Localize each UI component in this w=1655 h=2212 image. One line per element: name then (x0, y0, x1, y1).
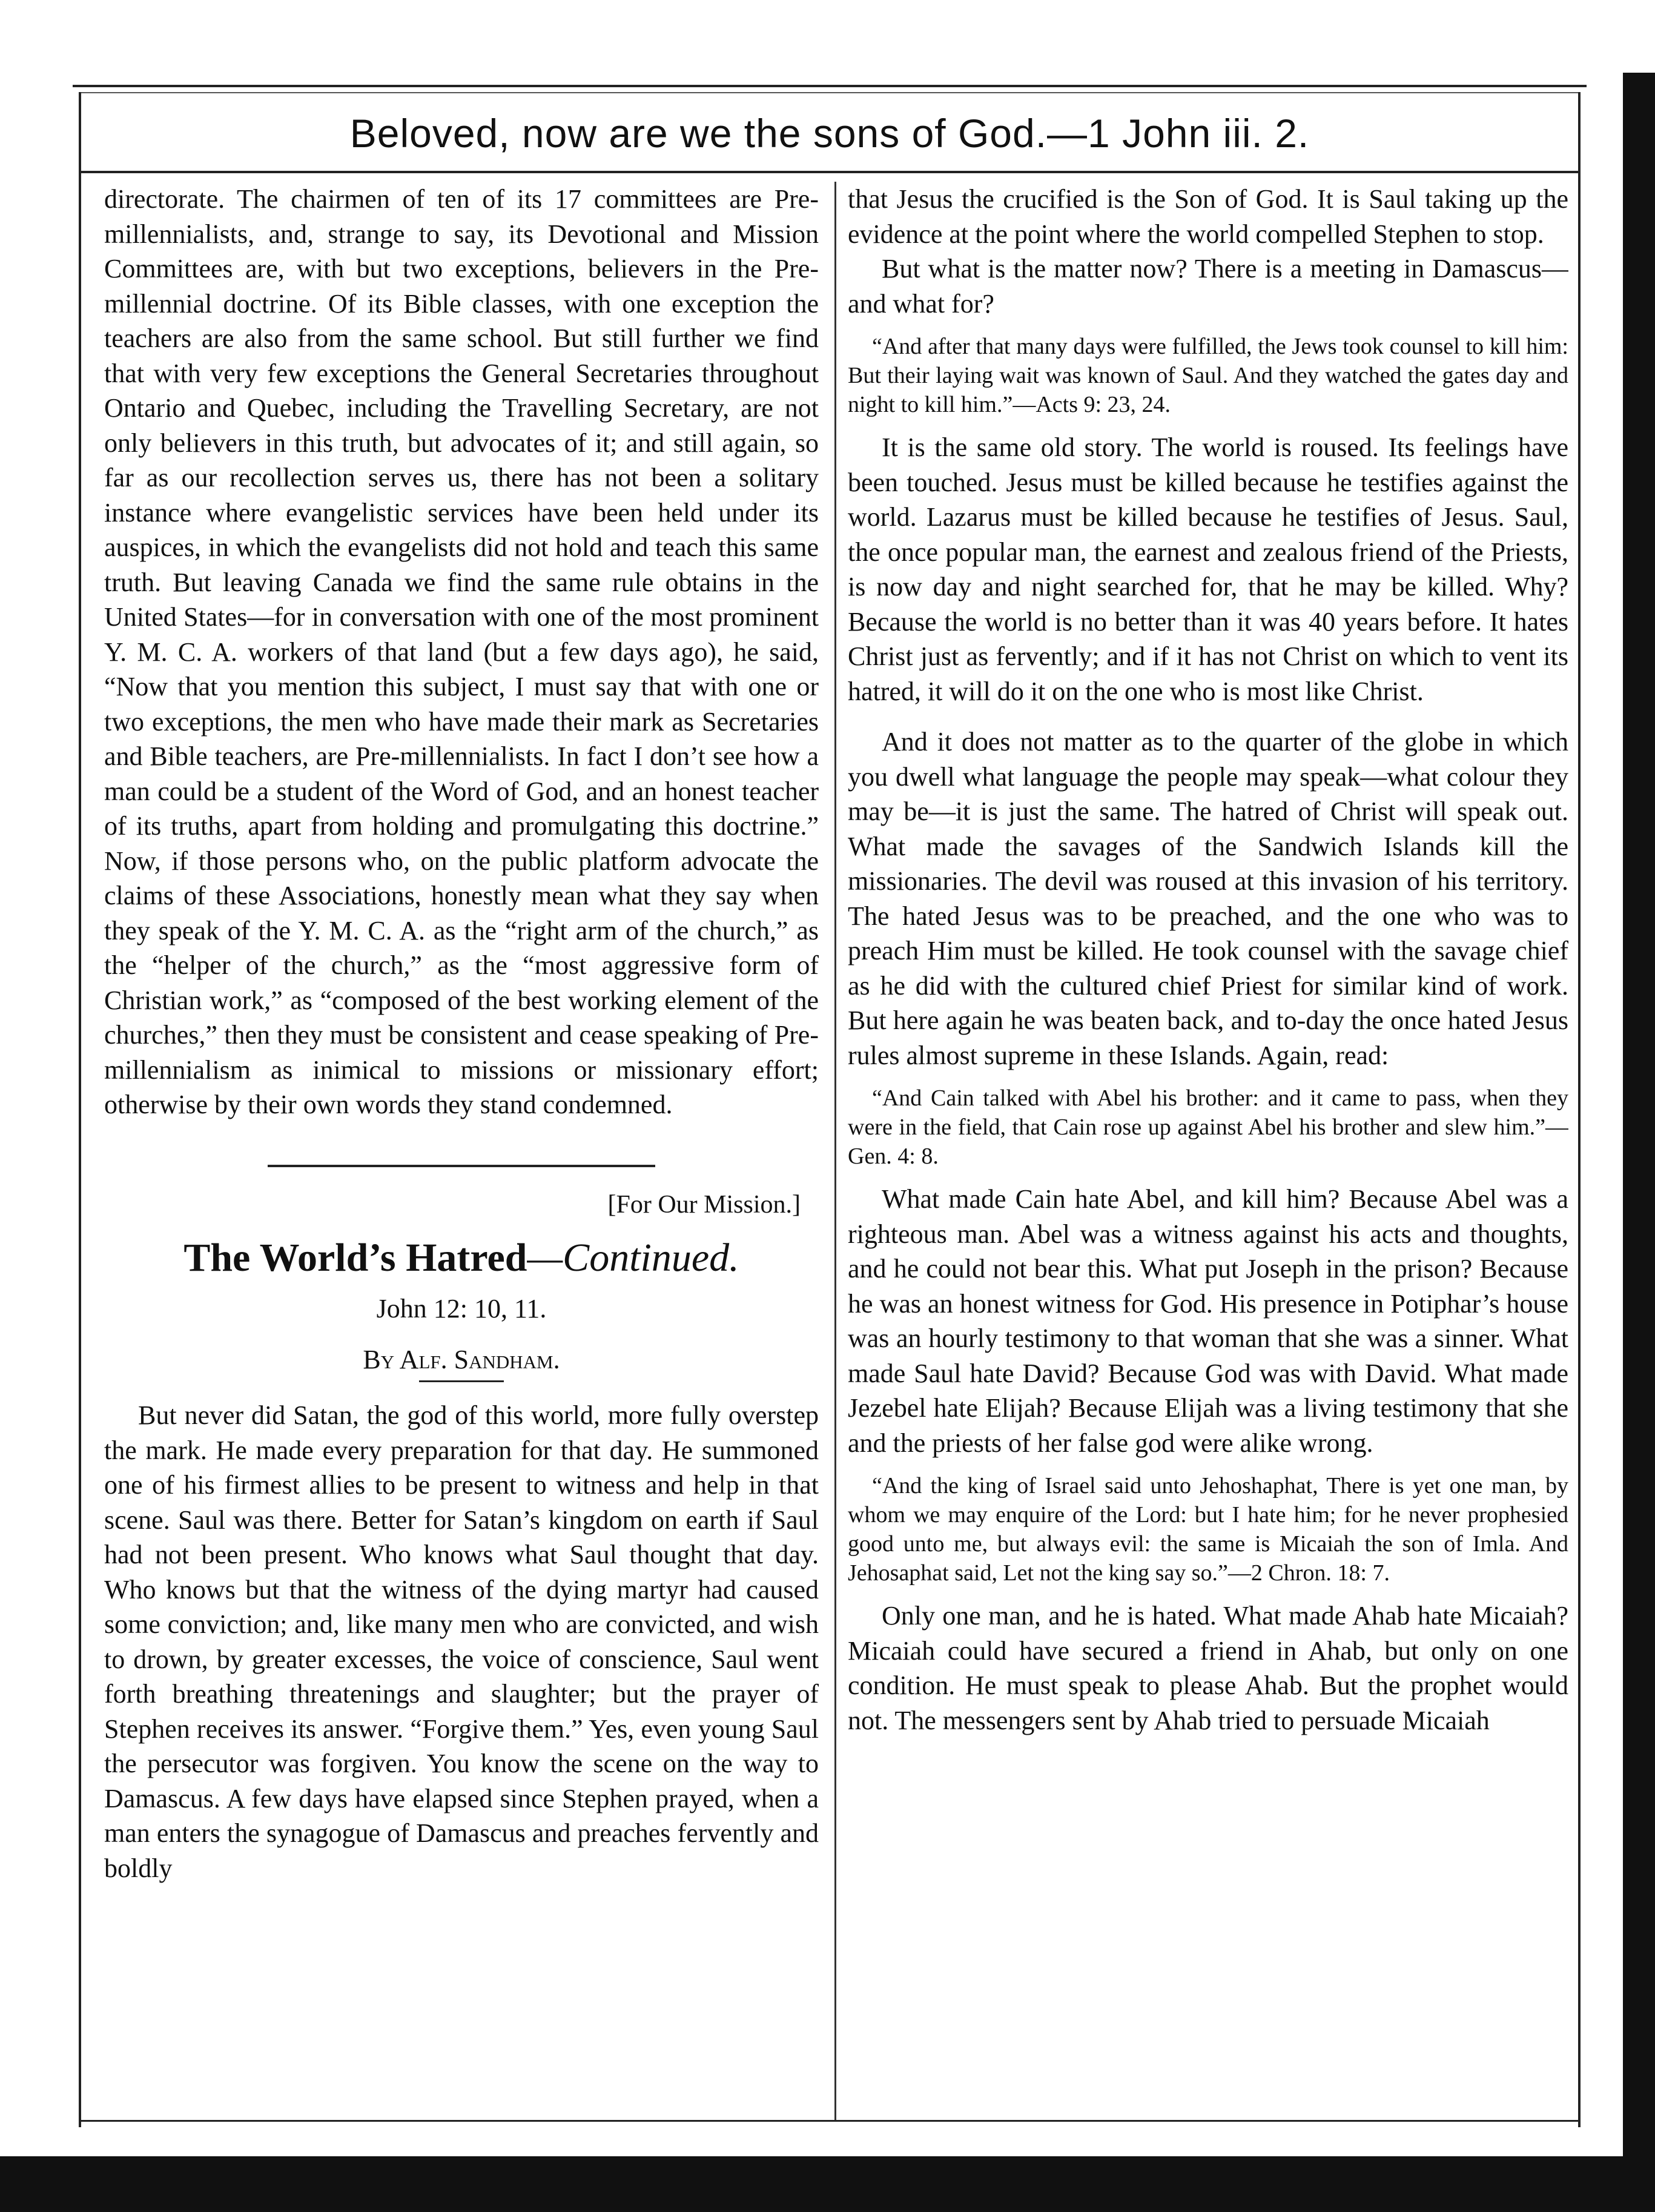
scan-edge-shadow (1623, 73, 1655, 2212)
header-rule (81, 171, 1578, 173)
bottom-rule (81, 2120, 1578, 2122)
source-tag: [For Our Mission.] (607, 1190, 801, 1219)
page-header: Beloved, now are we the sons of God.—1 John iii. 2. (349, 111, 1310, 156)
section-divider (268, 1165, 655, 1167)
right-paragraph-4: And it does not matter as to the quarter of the globe in which you dwell what language the people may speak—what colour they may be—it is just the same. The hatred of Christ will speak out. What made the savages of the Sandwich Islands kill the missionaries. The devil was roused at this invasion of his territory. The hated Jesus was to be preached, and the one who was to preach Him must be killed. He took counsel with the savage chief as he did with the cultured chief Priest for similar kind of work. But here again he was beaten back, and to-day the once hated Jesus rules almost supreme in these Islands. Again, read: (848, 727, 1568, 1070)
article-title (104, 1231, 819, 1285)
left-paragraph-1: directorate. The chairmen of ten of its 17 committees are Pre-millennialists, and, strange to say, its Devotional and Mission Committees are, with but two exceptions, believers in the Pre-millennial doctrine. Of its Bible classes, with one exception the teachers are also from the same school. But still further we find that with very few exceptions the General Secretaries throughout Ontario and Quebec, including the Travelling Secretary, are not only believers in this truth, but advocates of it; and still again, so far as our recollection serves us, there has not been a solitary instance where evangelistic services have been held under its auspices, in which the evangelists did not hold and teach this same truth. But leaving Canada we find the same rule obtains in the United States—for in conversation with one of the most prominent Y. M. C. A. workers of that land (but a few days ago), he said, “Now that you mention this subject, I must say that with one or two exceptions, the men who have made their mark as Secretaries and Bible teachers, are Pre-millennialists. In fact I don’t see how a man could be a student of the Word of God, and an honest teacher of its truths, apart from holding and promulgating this doctrine.” Now, if those persons who, on the public platform advocate the claims of these Associations, honestly mean what they say when they speak of the Y. M. C. A. as the “right arm of the church,” as the “helper of the church,” as the “most aggressive form of Christian work,” as “composed of the best working element of the churches,” then they must be consistent and cease speaking of Pre-millennialism as inimical to missions or missionary effort; otherwise by their own words they stand condemned. (104, 184, 819, 1119)
right-paragraph-2: But what is the matter now? There is a meeting in Damascus—and what for? (848, 254, 1568, 319)
left-column (104, 182, 819, 2114)
right-paragraph-3: It is the same old story. The world is roused. Its feelings have been touched. Jesus must be killed because he testifies against the world. Lazarus must be killed because he testifies of Jesus. Saul, the once popular man, the earnest and zealous friend of the Priests, is now day and night searched for, that he may be killed. Why? Because the world is no better than it was 40 years before. It hates Christ just as fervently; and if it has not Christ on which to vent its hatred, it will do it on the one who is most like Christ. (848, 432, 1568, 706)
right-column (848, 182, 1568, 2114)
column-separator (834, 182, 836, 2120)
right-paragraph-1: that Jesus the crucified is the Son of God. It is Saul taking up the evidence at the point where the world compelled Stephen to stop. (848, 184, 1568, 249)
left-border (79, 92, 81, 2127)
right-paragraph-6: Only one man, and he is hated. What made Ahab hate Micaiah? Micaiah could have secured a friend in Ahab, but only on one condition. He must speak to please Ahab. But the prophet would not. The messengers sent by Ahab tried to persuade Micaiah (848, 1601, 1568, 1735)
quotation-genesis: “And Cain talked with Abel his brother: and it came to pass, when they were in the field, that Cain rose up against Abel his brother and slew him.”—Gen. 4: 8. (848, 1085, 1568, 1169)
right-border (1578, 92, 1581, 2127)
article-title-suffix: —Continued. (527, 1236, 739, 1280)
quotation-chronicles: “And the king of Israel said unto Jehoshaphat, There is yet one man, by whom we may enquire of the Lord: but I hate him; for he never prophesied good unto me, but always evil: the same is Micaiah the son of Imla. And Jehosaphat said, Let not the king say so.”—2 Chron. 18: 7. (848, 1473, 1568, 1586)
right-paragraph-5: What made Cain hate Abel, and kill him? Because Abel was a righteous man. Abel was a witness against his acts and thoughts, and he could not bear this. What put Joseph in the prison? Because he was an honest witness for God. His presence in Potiphar’s house was an hourly testimony to that woman that she was a sinner. What made Saul hate David? Because God was with David. What made Jezebel hate Elijah? Because Elijah was a living testimony that she and the priests of her false god were alike wrong. (848, 1184, 1568, 1458)
byline: By Alf. Sandham. (363, 1344, 560, 1374)
scan-bottom-edge (0, 2156, 1655, 2212)
article-title-main: The World’s Hatred (183, 1236, 527, 1280)
left-paragraph-2: But never did Satan, the god of this world, more fully overstep the mark. He made every preparation for that day. He summoned one of his firmest allies to be present to witness and help in that scene. Saul was there. Better for Satan’s kingdom on earth if Saul had not been present. Who knows what Saul thought that day. Who knows but that the witness of the dying martyr had caused some conviction; and, like many men who are convicted, and wish to drown, by greater excesses, the voice of conscience, Saul went forth breathing threatenings and slaughter; but the prayer of Stephen receives its answer. “Forgive them.” Yes, even young Saul the persecutor was forgiven. You know the scene on the way to Damascus. A few days have elapsed since Stephen prayed, when a man enters the synagogue of Damascus and preaches fervently and boldly (104, 1400, 819, 1883)
top-rule-inner (79, 92, 1581, 93)
top-rule (73, 85, 1587, 87)
scripture-reference: John 12: 10, 11. (376, 1294, 547, 1323)
quotation-acts: “And after that many days were fulfilled, the Jews took counsel to kill him: But their laying wait was known of Saul. And they watched the gates day and night to kill him.”—Acts 9: 23, 24. (848, 334, 1568, 417)
byline-rule (419, 1380, 504, 1382)
